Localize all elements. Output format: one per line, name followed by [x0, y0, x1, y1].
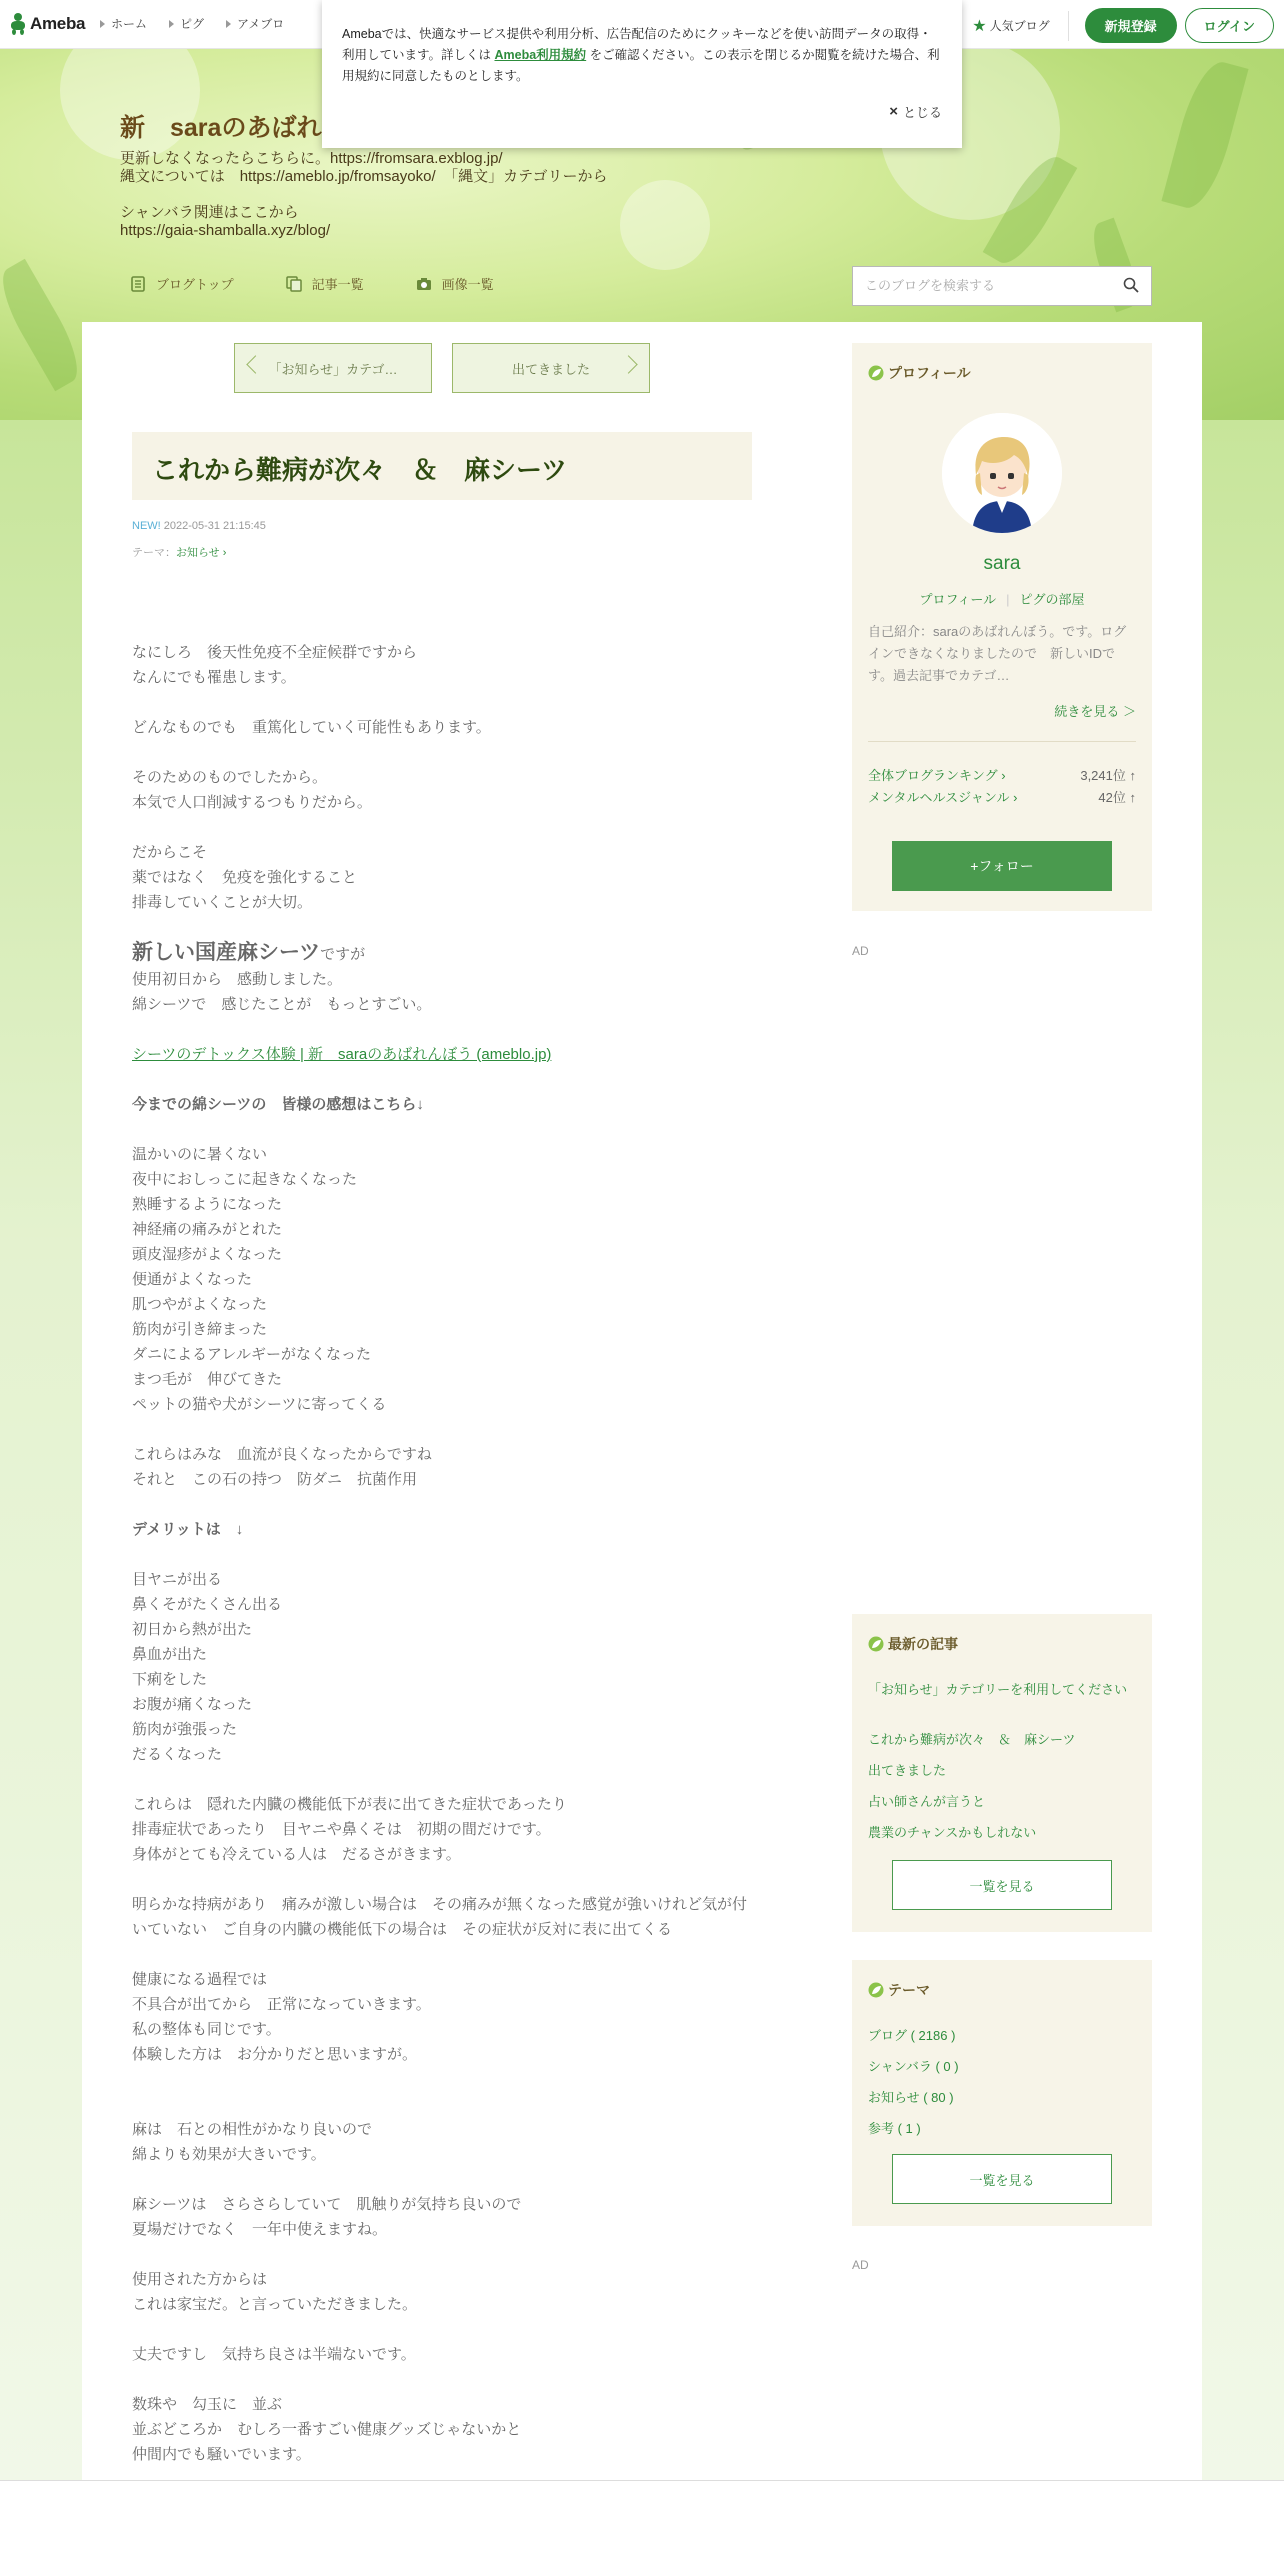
article-line-text: 私の整体も同じです。	[132, 2021, 281, 2038]
article-line	[132, 1967, 752, 1992]
terms-link[interactable]: Ameba利用規約	[494, 48, 587, 62]
profile-intro: 自己紹介：saraのあばれんぼう。です。ログインできなくなりましたので 新しいIDです。過去記事でカテゴ…	[868, 624, 1127, 683]
article-line	[132, 2042, 752, 2067]
article-line	[132, 1867, 752, 1892]
article-line	[132, 1567, 752, 1592]
cookie-close-label: とじる	[902, 105, 942, 120]
leaf-icon	[868, 1636, 884, 1652]
chevron-left-icon	[246, 355, 264, 373]
blog-description-line: 更新しなくなったらこちらに。https://fromsara.exblog.jp/	[120, 150, 503, 167]
leaf-icon	[868, 1982, 884, 1998]
article-line-text: ですが	[320, 946, 366, 963]
login-button[interactable]: ログイン	[1185, 8, 1274, 43]
header-actions	[972, 8, 1274, 43]
search-icon[interactable]	[1123, 277, 1139, 293]
article-line	[132, 940, 752, 967]
article-line-text: これらは 隠れた内臓の機能低下が表に出てきた症状であったり	[132, 1796, 567, 1813]
article-line	[132, 790, 752, 815]
article-line	[132, 665, 752, 690]
article-line-text: これらはみな 血流が良くなったからですね	[132, 1446, 432, 1463]
cookie-close-button[interactable]	[889, 102, 942, 121]
blog-title[interactable]: 新 saraのあばれ	[120, 114, 322, 142]
read-more-link[interactable]: 続きを見る ＞	[1054, 704, 1136, 719]
recent-all-button[interactable]: 一覧を見る	[892, 1860, 1112, 1910]
article-line-text: 並ぶどころか むしろ一番すごい健康グッズじゃないかと	[132, 2421, 522, 2438]
profile-link[interactable]: プロフィール	[919, 592, 997, 607]
blog-nav-entries[interactable]	[286, 274, 364, 293]
article-line	[132, 992, 752, 1017]
article-line	[132, 1492, 752, 1517]
article-line-text[interactable]: シーツのデトックス体験 | 新 saraのあばれんぼう (ameblo.jp)	[132, 1046, 552, 1063]
document-icon	[130, 276, 146, 292]
article-line	[132, 2017, 752, 2042]
article-line	[132, 967, 752, 992]
recent-entry-item[interactable]: 「お知らせ」カテゴリーを利用してください	[868, 1682, 1128, 1697]
ad-label: AD	[852, 944, 869, 958]
article-line	[132, 765, 752, 790]
article-line-text: 排毒していくことが大切。	[132, 894, 313, 911]
article-line-text: 筋肉が引き締まった	[132, 1321, 268, 1338]
article-line	[132, 1692, 752, 1717]
article-line-text: 夜中におしっこに起きなくなった	[132, 1171, 358, 1188]
ranking-value: 3,241位 ↑	[1080, 768, 1136, 783]
nav-label: ピグ	[180, 17, 205, 31]
themes-heading	[868, 1980, 930, 2000]
article-line-text: 新しい国産麻シーツ	[132, 941, 321, 964]
article-line	[132, 1942, 752, 1967]
article-line	[132, 2242, 752, 2267]
article-line-text: 数珠や 勾玉に 並ぶ	[132, 2396, 283, 2413]
article-line	[132, 2417, 752, 2442]
article-date: 2022-05-31 21:15:45	[163, 520, 266, 532]
article-line-text: 使用された方からは	[132, 2271, 268, 2288]
article-line-text: だるくなった	[132, 1746, 223, 1763]
article-meta	[132, 520, 266, 532]
popular-blog-link[interactable]	[972, 16, 1049, 36]
page-side-background-right	[1202, 420, 1284, 2480]
ranking-row	[868, 787, 1136, 806]
article-line	[132, 1192, 752, 1217]
blog-description-line: シャンバラ関連はここから	[120, 204, 299, 221]
article-line	[132, 2142, 752, 2167]
article-link[interactable]	[132, 1042, 752, 1067]
article-line-text: デメリットは ↓	[132, 1521, 244, 1538]
article-line	[132, 1767, 752, 1792]
article-line-text: まつ毛が 伸びてきた	[132, 1371, 283, 1388]
article-line-text: 熟睡するようになった	[132, 1196, 283, 1213]
article-line-text: 便通がよくなった	[132, 1271, 253, 1288]
article-line	[132, 1342, 752, 1367]
blog-search	[852, 266, 1152, 306]
blog-description-line: https://gaia-shamballa.xyz/blog/	[120, 222, 331, 239]
avatar-image	[942, 413, 1062, 533]
article-line-text: 使用初日から 感動しました。	[132, 971, 343, 988]
article-line-text: 目ヤニが出る	[132, 1571, 223, 1588]
article-line	[132, 2392, 752, 2417]
article-line-text: だからこそ	[132, 844, 208, 861]
article-title-box	[132, 432, 752, 500]
article-line	[132, 1092, 752, 1117]
cookie-notice	[322, 0, 962, 148]
article-line-text: どんなものでも 重篤化していく可能性もあります。	[132, 719, 491, 736]
new-badge: NEW!	[132, 520, 161, 532]
article-line-text: それと この石の持つ 防ダニ 抗菌作用	[132, 1471, 418, 1488]
themes-heading-label: テーマ	[888, 1982, 930, 1998]
theme-label: テーマ：	[132, 547, 176, 559]
article-line	[132, 1842, 752, 1867]
avatar[interactable]	[942, 413, 1062, 533]
article-line	[132, 2167, 752, 2192]
article-line-text: ペットの猫や犬がシーツに寄ってくる	[132, 1396, 387, 1413]
article-line-text: 仲間内でも騒いでいます。	[132, 2446, 311, 2463]
article-line-text: 明らかな持病があり 痛みが激しい場合は その痛みが無くなった感覚が強いけれど気が付いていない ご自身の内臓の機能低下の場合は その症状が反対に表に出てくる	[132, 1896, 748, 1938]
profile-heading	[868, 363, 971, 383]
article-line	[132, 915, 752, 940]
next-entry-label: 出てきました	[511, 361, 590, 377]
article-line	[132, 2192, 752, 2217]
article-line	[132, 1592, 752, 1617]
blog-nav-label: ブログトップ	[156, 277, 234, 292]
article-line	[132, 1392, 752, 1417]
recent-entry-item[interactable]: 出てきました	[868, 1763, 947, 1778]
chevron-right-icon	[619, 355, 637, 373]
article-line	[132, 1017, 752, 1042]
article-line	[132, 1267, 752, 1292]
nav-label: アメブロ	[237, 17, 285, 31]
article-line-text: 頭皮湿疹がよくなった	[132, 1246, 283, 1263]
article-line-text: 排毒症状であったり 目ヤニや鼻くそは 初期の間だけです。	[132, 1821, 551, 1838]
article-line	[132, 2342, 752, 2367]
prev-entry-button[interactable]	[234, 343, 432, 393]
article-line	[132, 1417, 752, 1442]
article-line	[132, 1542, 752, 1567]
blog-description	[120, 150, 680, 240]
cookie-text	[342, 24, 942, 87]
ad-label: AD	[852, 2258, 869, 2272]
chevron-right-icon: ›	[219, 547, 227, 559]
article-line	[132, 1167, 752, 1192]
recent-entry-item[interactable]: これから難病が次々 ＆ 麻シーツ	[868, 1732, 1076, 1747]
article-line	[132, 2067, 752, 2092]
article-line	[132, 1292, 752, 1317]
themes-all-button[interactable]: 一覧を見る	[892, 2154, 1112, 2204]
article-line	[132, 1742, 752, 1767]
star-icon: ★	[972, 17, 987, 35]
divider	[1068, 11, 1069, 41]
next-entry-button[interactable]	[452, 343, 650, 393]
article-line-text: 麻シーツは さらさらしていて 肌触りが気持ち良いので	[132, 2196, 522, 2213]
logo-text: Ameba	[30, 14, 86, 33]
popular-blog-label: 人気ブログ	[989, 19, 1050, 33]
register-button[interactable]: 新規登録	[1085, 8, 1177, 43]
article-line	[132, 1367, 752, 1392]
profile-name[interactable]: sara	[983, 553, 1021, 574]
article-line-text: お腹が痛くなった	[132, 1696, 253, 1713]
article-line	[132, 1667, 752, 1692]
article-line	[132, 1242, 752, 1267]
prev-entry-label: 「お知らせ」カテゴ…	[268, 361, 398, 377]
article-line-text: これは家宝だ。と言っていただきました。	[132, 2296, 418, 2313]
article-line-text: 不具合が出てから 正常になっていきます。	[132, 1996, 431, 2013]
recent-entries-box	[852, 1614, 1152, 1932]
article-line	[132, 1817, 752, 1842]
nav-pigg[interactable]	[169, 15, 204, 32]
article-line	[132, 1617, 752, 1642]
article-line-text: 本気で人口削減するつもりだから。	[132, 794, 372, 811]
article-line	[132, 1717, 752, 1742]
cookie-text-part: をご確認ください。この表示を閉じるか閲覧を続けた場合、利用規約に同意したものとします。	[342, 48, 940, 83]
article-line-text: 綿シーツで 感じたことが もっとすごい。	[132, 996, 432, 1013]
article-line-text: 薬ではなく 免疫を強化すること	[132, 869, 358, 886]
article-line-text: 体験した方は お分かりだと思いますが。	[132, 2046, 418, 2063]
article-body	[132, 615, 752, 2467]
page-side-background-left	[0, 420, 82, 2480]
article-line-text: なんにでも罹患します。	[132, 669, 296, 686]
article-line	[132, 640, 752, 665]
caret-right-icon	[169, 20, 174, 28]
caret-right-icon	[226, 20, 231, 28]
article-line	[132, 1067, 752, 1092]
recent-heading	[868, 1634, 958, 1654]
theme-link[interactable]: お知らせ	[176, 547, 220, 559]
article-title[interactable]: これから難病が次々 ＆ 麻シーツ	[152, 455, 567, 485]
blog-nav-images[interactable]	[416, 274, 494, 293]
blog-description-line	[120, 186, 680, 204]
article-line	[132, 1317, 752, 1342]
article-line	[132, 815, 752, 840]
article-line-text: 丈夫ですし 気持ち良さは半端ないです。	[132, 2346, 416, 2363]
article-line-text: そのためのものでしたから。	[132, 769, 328, 786]
article-line-text: 身体がとても冷えている人は だるさがきます。	[132, 1846, 461, 1863]
theme-item[interactable]: シャンバラ ( 0 )	[868, 2059, 959, 2074]
article-line-text: 温かいのに暑くない	[132, 1146, 268, 1163]
article-line	[132, 2092, 752, 2117]
theme-item[interactable]: ブログ ( 2186 )	[868, 2028, 956, 2043]
article-line	[132, 690, 752, 715]
article-line	[132, 1892, 752, 1942]
article-line	[132, 1142, 752, 1167]
article-line	[132, 2367, 752, 2392]
article-line-text: 鼻くそがたくさん出る	[132, 1596, 283, 1613]
article-line	[132, 1467, 752, 1492]
recent-heading-label: 最新の記事	[888, 1636, 958, 1652]
article-line	[132, 840, 752, 865]
article-line	[132, 740, 752, 765]
ranking-genre-link[interactable]: メンタルヘルスジャンル ›	[868, 790, 1018, 805]
article-line-text: 肌つやがよくなった	[132, 1296, 268, 1313]
ameba-logo-icon	[10, 13, 26, 35]
global-nav	[100, 15, 306, 32]
article-line	[132, 1217, 752, 1242]
footer-divider	[0, 2480, 1284, 2481]
article-line-text: 下痢をした	[132, 1671, 208, 1688]
nav-label: ホーム	[111, 17, 148, 31]
nav-ameblo[interactable]	[226, 15, 284, 32]
theme-item[interactable]: お知らせ ( 80 )	[868, 2090, 954, 2105]
ranking-value: 42位 ↑	[1098, 790, 1136, 805]
copy-icon	[286, 276, 302, 292]
article-line	[132, 2117, 752, 2142]
article-line-text: 鼻血が出た	[132, 1646, 208, 1663]
profile-heading-label: プロフィール	[888, 365, 971, 381]
article-line	[132, 890, 752, 915]
article-line-text: 綿よりも効果が大きいです。	[132, 2146, 326, 2163]
article-line-text: 神経痛の痛みがとれた	[132, 1221, 283, 1238]
article-line-text: 筋肉が強張った	[132, 1721, 238, 1738]
article-line	[132, 1992, 752, 2017]
article-line-text: 夏場だけでなく 一年中使えますね。	[132, 2221, 388, 2238]
theme-item[interactable]: 参考 ( 1 )	[868, 2121, 921, 2136]
leaf-icon	[868, 365, 884, 381]
article-line	[132, 2217, 752, 2242]
ranking-overall-link[interactable]: 全体ブログランキング ›	[868, 768, 1006, 783]
article-line-text: 健康になる過程では	[132, 1971, 268, 1988]
caret-right-icon	[100, 20, 105, 28]
article-line-text: 今までの綿シーツの 皆様の感想はこちら↓	[132, 1096, 424, 1113]
article-line	[132, 2317, 752, 2342]
article-line	[132, 2267, 752, 2292]
article-line-text: なにしろ 後天性免疫不全症候群ですから	[132, 644, 418, 661]
ranking-label: 全体ブログランキング	[868, 768, 998, 783]
divider	[868, 741, 1136, 742]
ameba-logo[interactable]	[10, 12, 85, 36]
article-theme	[132, 544, 226, 560]
article-line	[132, 1642, 752, 1667]
recent-entry-item[interactable]: 占い師さんが言うと	[868, 1794, 986, 1809]
article-line	[132, 1517, 752, 1542]
nav-home[interactable]	[100, 15, 147, 32]
blog-nav-top[interactable]	[130, 274, 234, 293]
recent-entry-item[interactable]: 農業のチャンスかもしれない	[868, 1825, 1037, 1840]
article-line	[132, 2442, 752, 2467]
close-icon: ×	[889, 103, 898, 120]
blog-nav-label: 画像一覧	[441, 277, 494, 292]
themes-box	[852, 1960, 1152, 2226]
blog-search-input[interactable]	[863, 277, 1107, 294]
camera-icon	[416, 276, 432, 292]
article-line	[132, 715, 752, 740]
pigg-room-link[interactable]: ピグの部屋	[1019, 592, 1085, 607]
article-line-text: 初日から熱が出た	[132, 1621, 253, 1638]
article-line	[132, 2292, 752, 2317]
divider: |	[1006, 592, 1010, 607]
article-line	[132, 1117, 752, 1142]
article-line	[132, 1792, 752, 1817]
article-line	[132, 1442, 752, 1467]
blog-nav-label: 記事一覧	[311, 277, 364, 292]
follow-button[interactable]: +フォロー	[892, 841, 1112, 891]
ranking-label: メンタルヘルスジャンル	[868, 790, 1010, 805]
article-line-text: ダニによるアレルギーがなくなった	[132, 1346, 372, 1363]
article-line	[132, 615, 752, 640]
blog-description-line: 縄文については https://ameblo.jp/fromsayoko/ 「縄文」カテゴリーから	[120, 168, 608, 185]
blog-nav	[130, 274, 546, 293]
profile-links	[852, 589, 1152, 608]
article-line-text: 麻は 石との相性がかなり良いので	[132, 2121, 373, 2138]
cookie-text-part: Amebaでは、快適なサービス提供や利用分析、広告配信のためにクッキーなどを使い訪問データの取得・利用しています。詳しくは	[342, 27, 932, 62]
profile-box	[852, 343, 1152, 911]
article-line	[132, 865, 752, 890]
ranking-row	[868, 765, 1136, 784]
